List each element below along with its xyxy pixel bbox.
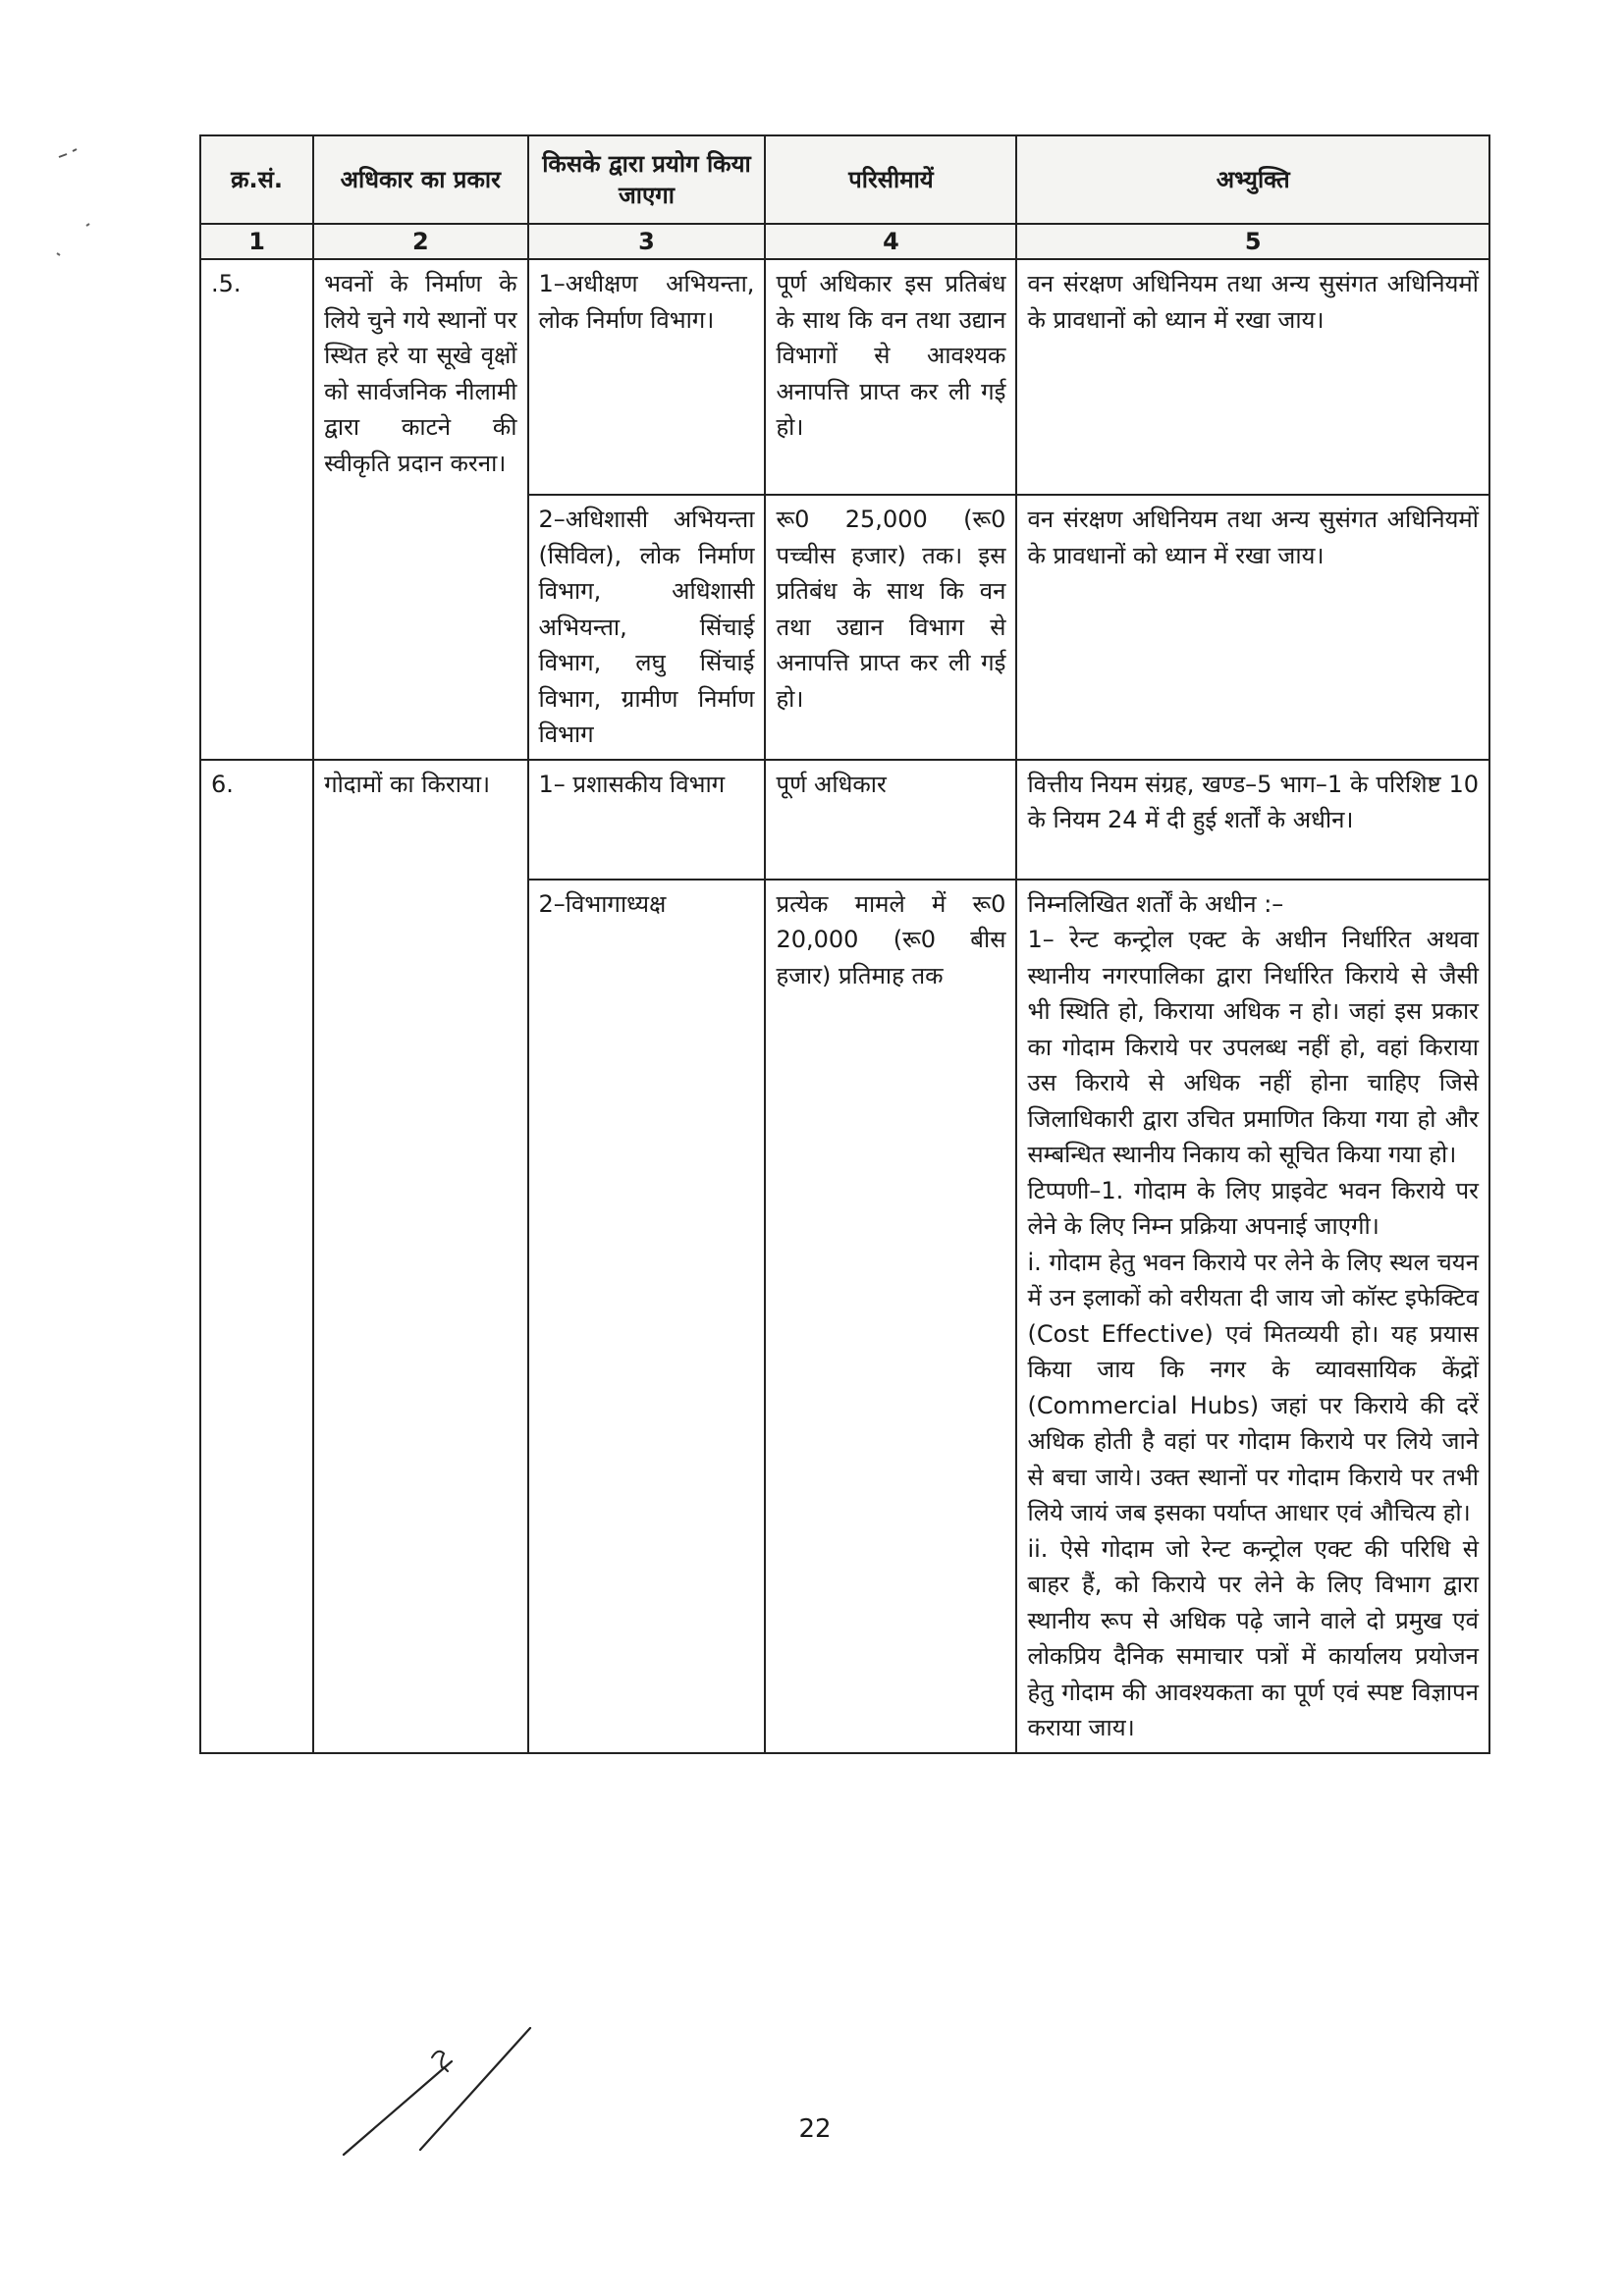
table-row [200, 259, 1489, 495]
exercised-by-cell: 1–अधीक्षण अभियन्ता, लोक निर्माण विभाग। [528, 259, 766, 495]
table-header-row [200, 135, 1489, 224]
remarks-cell [1016, 880, 1489, 1753]
table-row [200, 760, 1489, 880]
serial-cell: .5. [200, 259, 313, 760]
remark-para: ii. ऐसे गोदाम जो रेन्ट कन्ट्रोल एक्ट की परिधि से बाहर हैं, को किराये पर लेने के लिए विभाग द्वारा स्थानीय रूप से अधिक पढ़े जाने वाले दो प्रमुख एवं लोकप्रिय दैनिक समाचार पत्रों में कार्यालय प्रयोजन हेतु गोदाम की आवश्यकता का पूर्ण एवं स्पष्ट विज्ञापन कराया जाय। [1027, 1534, 1479, 1741]
remark-para: निम्नलिखित शर्तों के अधीन :– [1027, 889, 1284, 918]
column-number: 4 [765, 224, 1016, 259]
remark-para: 1– रेन्ट कन्ट्रोल एक्ट के अधीन निर्धारित अथवा स्थानीय नगरपालिका द्वारा निर्धारित किराये से जैसी भी स्थिति हो, किराया अधिक न हो। जहां इस प्रकार का गोदाम किराये पर उपलब्ध नहीं हो, वहां किराया उस किराये से अधिक नहीं होना चाहिए जिसे जिलाधिकारी द्वारा उचित प्रमाणित किया गया हो और सम्बन्धित स्थानीय निकाय को सूचित किया गया हो। [1027, 926, 1479, 1168]
column-number-row [200, 224, 1489, 259]
header-serial: क्र.सं. [200, 135, 313, 224]
exercised-by-cell: 1– प्रशासकीय विभाग [528, 760, 766, 880]
limits-cell: प्रत्येक मामले में रू0 20,000 (रू0 बीस हजार) प्रतिमाह तक [765, 880, 1016, 1753]
column-number: 1 [200, 224, 313, 259]
header-right-type: अधिकार का प्रकार [313, 135, 527, 224]
header-remarks: अभ्युक्ति [1016, 135, 1489, 224]
column-number: 3 [528, 224, 766, 259]
column-number: 5 [1016, 224, 1489, 259]
header-exercised-by: किसके द्वारा प्रयोग किया जाएगा [528, 135, 766, 224]
remark-para: i. गोदाम हेतु भवन किराये पर लेने के लिए स्थल चयन में उन इलाकों को वरीयता दी जाय जो कॉस्ट इफेक्टिव (Cost Effective) एवं मितव्ययी हो। यह प्रयास किया जाय कि नगर के व्यावसायिक केंद्रों (Commercial Hubs) जहां पर किराये की दरें अधिक होती है वहां पर गोदाम किराये पर लिये जाने से बचा जाये। उक्त स्थानों पर गोदाम किराये पर तभी लिये जायं जब इसका पर्याप्त आधार एवं औचित्य हो। [1027, 1248, 1479, 1526]
page-number: 22 [798, 2114, 832, 2144]
exercised-by-cell: 2–विभागाध्यक्ष [528, 880, 766, 1753]
limits-cell: पूर्ण अधिकार इस प्रतिबंध के साथ कि वन तथा उद्यान विभागों से आवश्यक अनापत्ति प्राप्त कर ली गई हो। [765, 259, 1016, 495]
column-number: 2 [313, 224, 527, 259]
limits-cell: पूर्ण अधिकार [765, 760, 1016, 880]
remarks-cell: वन संरक्षण अधिनियम तथा अन्य सुसंगत अधिनियमों के प्रावधानों को ध्यान में रखा जाय। [1016, 495, 1489, 760]
scan-margin-marks [39, 137, 118, 275]
header-limits: परिसीमायें [765, 135, 1016, 224]
right-type-cell: गोदामों का किराया। [313, 760, 527, 1753]
remarks-cell: वन संरक्षण अधिनियम तथा अन्य सुसंगत अधिनियमों के प्रावधानों को ध्यान में रखा जाय। [1016, 259, 1489, 495]
exercised-by-cell: 2–अधिशासी अभियन्ता (सिविल), लोक निर्माण विभाग, अधिशासी अभियन्ता, सिंचाई विभाग, लघु सिंचाई विभाग, ग्रामीण निर्माण विभाग [528, 495, 766, 760]
serial-cell: 6. [200, 760, 313, 1753]
remarks-cell: वित्तीय नियम संग्रह, खण्ड–5 भाग–1 के परिशिष्ट 10 के नियम 24 में दी हुई शर्तों के अधीन। [1016, 760, 1489, 880]
delegation-table [199, 134, 1490, 1754]
right-type-cell: भवनों के निर्माण के लिये चुने गये स्थानों पर स्थित हरे या सूखे वृक्षों को सार्वजनिक नीलामी द्वारा काटने की स्वीकृति प्रदान करना। [313, 259, 527, 760]
remark-para: टिप्पणी–1. गोदाम के लिए प्राइवेट भवन किराये पर लेने के लिए निम्न प्रक्रिया अपनाई जाएगी। [1027, 1176, 1479, 1240]
limits-cell: रू0 25,000 (रू0 पच्चीस हजार) तक। इस प्रतिबंध के साथ कि वन तथा उद्यान विभाग से अनापत्ति प्राप्त कर ली गई हो। [765, 495, 1016, 760]
handwritten-signature [334, 2022, 569, 2160]
